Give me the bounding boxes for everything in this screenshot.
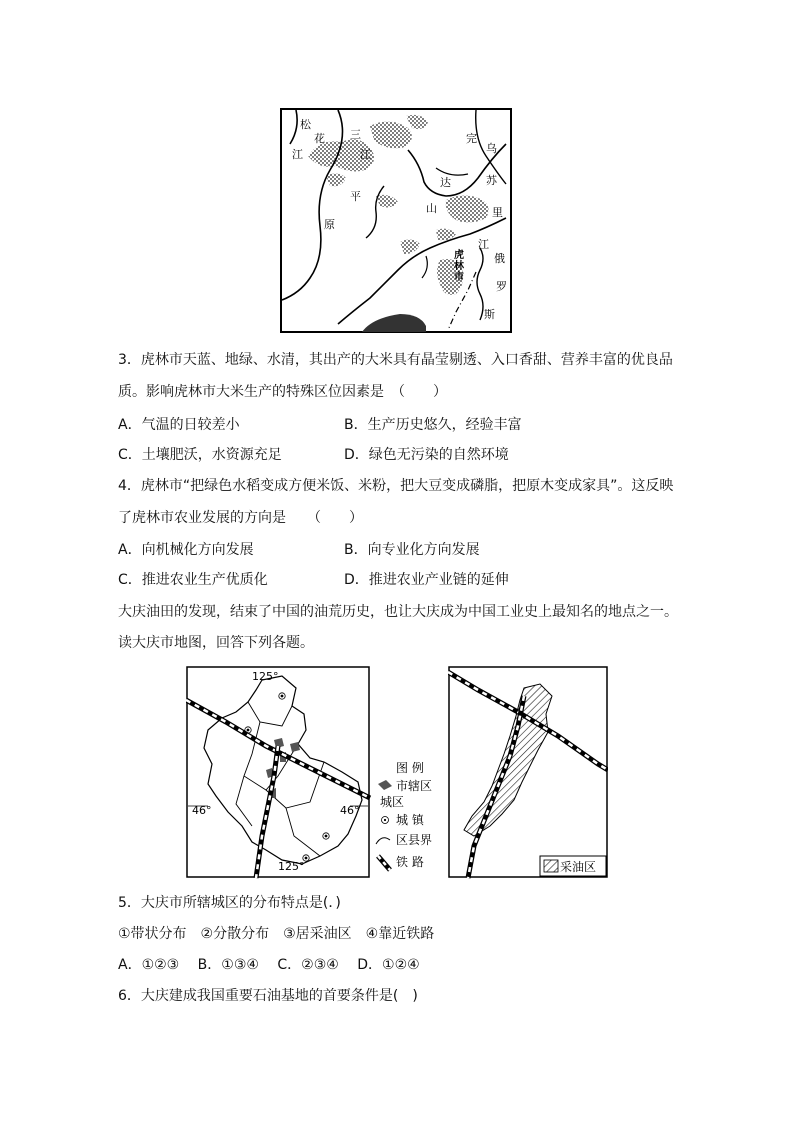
legend-title: 图 例: [396, 761, 424, 775]
q4-option-d: D．推进农业产业链的延伸: [344, 572, 509, 588]
lon-label-top: 125°: [252, 670, 279, 683]
label-wan: 完: [466, 132, 477, 145]
label-da: 达: [440, 176, 451, 189]
q4-option-b: B．向专业化方向发展: [344, 542, 480, 558]
legend-urban-label-1: 市辖区: [396, 779, 433, 793]
label-yuan: 原: [324, 218, 335, 231]
oilfield-map: [448, 666, 608, 880]
label-e: 俄: [494, 252, 505, 265]
label-luo: 罗: [496, 280, 507, 293]
label-wu: 乌: [486, 142, 497, 155]
q3-option-d: D．绿色无污染的自然环境: [344, 447, 509, 463]
q6-stem: 6．大庆建成我国重要石油基地的首要条件是( ): [118, 988, 418, 1004]
label-shan: 山: [426, 202, 437, 215]
q3-option-b: B．生产历史悠久，经验丰富: [344, 417, 522, 433]
q4-stem-line2: 了虎林市农业发展的方向是 （ ）: [118, 510, 363, 526]
q3-option-c: C．土壤肥沃，水资源充足: [118, 447, 282, 463]
label-su: 苏: [486, 174, 497, 187]
daqing-intro-line2: 读大庆市地图，回答下列各题。: [118, 635, 314, 651]
legend-railway-label: 铁 路: [396, 855, 424, 869]
lat-label-left: 46°: [192, 804, 212, 817]
legend-town-label: 城 镇: [396, 813, 424, 827]
label-hu: 虎: [454, 250, 464, 261]
label-lin: 林: [454, 261, 464, 272]
label-li: 里: [492, 206, 503, 219]
label-si: 斯: [484, 308, 495, 321]
label-jiang1: 江: [292, 148, 303, 161]
hulin-map: [280, 108, 512, 333]
label-hua: 花: [314, 132, 325, 145]
q3-stem-line1: 3．虎林市天蓝、地绿、水清，其出产的大米具有晶莹剔透、入口香甜、营养丰富的优良品: [118, 352, 673, 368]
q5-options: A．①②③ B．①③④ C．②③④ D．①②④: [118, 957, 420, 973]
legend-urban-label-2: 城区: [380, 795, 405, 809]
label-shi: 市: [454, 272, 464, 283]
q5-stem: 5．大庆市所辖城区的分布特点是(．): [118, 895, 341, 911]
q4-stem-line1: 4．虎林市“把绿色水稻变成方便米饭、米粉，把大豆变成磷脂，把原木变成家具”。这反映: [118, 478, 674, 494]
q3-option-a: A．气温的日较差小: [118, 417, 240, 433]
q4-option-c: C．推进农业生产优质化: [118, 572, 268, 588]
lon-label-bottom: 125°: [278, 860, 305, 873]
label-jiang2: 江: [360, 148, 371, 161]
lat-label-right: 46°: [340, 804, 360, 817]
daqing-intro-line1: 大庆油田的发现，结束了中国的油荒历史，也让大庆成为中国工业史上最知名的地点之一。: [118, 604, 678, 620]
q5-items: ①带状分布 ②分散分布 ③居采油区 ④靠近铁路: [118, 926, 435, 942]
label-jiang3: 江: [478, 238, 489, 251]
legend-oil-label: 采油区: [560, 860, 597, 874]
daqing-map: [186, 666, 454, 880]
label-song: 松: [300, 118, 311, 131]
q3-stem-line2: 质。影响虎林市大米生产的特殊区位因素是 （ ）: [118, 384, 447, 400]
q4-option-a: A．向机械化方向发展: [118, 542, 254, 558]
label-san: 三: [350, 128, 361, 141]
legend-boundary-label: 区县界: [396, 833, 433, 847]
label-ping: 平: [350, 190, 361, 203]
